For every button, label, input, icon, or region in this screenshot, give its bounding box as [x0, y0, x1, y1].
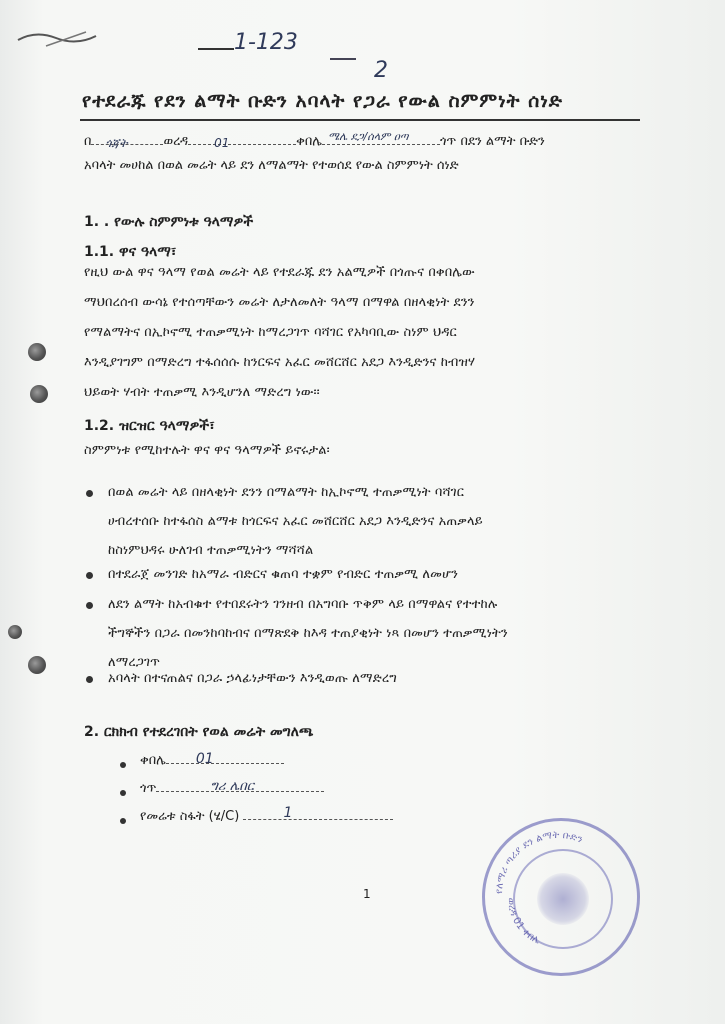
section-2-area-label: የመሬቱ ስፋት (ሄ/C) — [140, 809, 240, 824]
stamp-inner-ring — [513, 849, 613, 949]
section-1-1-paragraph — [84, 258, 664, 408]
bullet-dot — [120, 818, 126, 824]
kebele-name-blank — [322, 130, 440, 145]
woreda-label: ወረዳ — [163, 134, 189, 149]
top-dash-line — [198, 48, 234, 50]
handwritten-kebele-name-value: ሜሌ ደጋ/ሰላም ዐጣ — [327, 130, 409, 143]
punch-hole — [8, 625, 22, 639]
bullet-line: በወል መሬት ላይ በዘላቂነት ደንን በማልማት ከኢኮኖሚ ተጠቃሚነት ባሻገር — [108, 485, 464, 500]
woreda-blank — [188, 136, 296, 150]
bullet-dot — [86, 490, 93, 497]
punch-hole — [28, 343, 46, 361]
bullet-item-4 — [108, 664, 658, 693]
section-2-got-label: ጎጥ — [140, 781, 157, 796]
section-1-2-intro: ስምምነቱ የሚከተሉት ዋና ዋና ዓላማዎች ይኖሩታል፡ — [84, 443, 330, 458]
section-2-area — [140, 805, 393, 824]
bullet-line: ከስነምህዳሩ ሁለገብ ተጠቃሚነትን ማሻሻል — [108, 543, 314, 558]
paragraph-line: እንዲያገግም በማድረግ ተፋሰሰሱ ከንርፍና አፈር መሸርሸር አደጋ እንዲድንና ከብዝሃ — [84, 355, 476, 370]
punch-hole — [28, 656, 46, 674]
bullet-item-1 — [108, 478, 658, 565]
section-2-kebele — [140, 753, 284, 768]
bullet-dot — [86, 572, 93, 579]
bullet-line: አባላት በተናጠልና በጋራ ኃላፊነታቸውን እንዲወጡ ለማድረግ — [108, 671, 397, 686]
stamp-emblem-icon — [537, 873, 589, 925]
section-2-got-blank — [156, 779, 324, 794]
paragraph-line: ማህበረሰብ ውሳኔ የተሰጣቸውን መሬት ለታለመለት ዓላማ በማዋል በዘላቂነት ደንን — [84, 295, 475, 310]
bullet-line: ለደን ልማት ከአብቁተ የተበደሩትን ገንዘብ በአግባቡ ጥቅም ላይ በማዋልና የተተከሉ — [108, 597, 498, 612]
handwritten-kebele-value: ጎጃት — [105, 136, 128, 150]
stamp-ring-bottom: ወረዳ 01 ቀበሌ — [504, 897, 542, 947]
bullet-dot — [120, 762, 126, 768]
intro-line-2: አባላት መሀከል በወል መሬት ላይ ደን ለማልማት የተወሰደ የውል ስምምነት ሰነድ — [84, 158, 459, 173]
bullet-line: ችግኞችን በጋራ በመንከባከብና በማጽደቅ ከእዳ ተጠያቂነት ነጻ በመሆን ተጠቃሚነትን — [108, 626, 508, 641]
handwritten-got-value: ግሪ ሌበር — [210, 779, 254, 794]
page-number: 1 — [363, 887, 371, 901]
handwritten-sub-kebele-value: 01 — [195, 751, 214, 767]
bullet-line: በተደራጀ መንገድ ከአማራ ብድርና ቁጠባ ተቋም የብድር ተጠቃሚ ለመሆን — [108, 567, 458, 582]
section-1-1-heading: 1.1. ዋና ዓላማ፣ — [84, 244, 177, 260]
section-2-area-blank — [243, 805, 393, 821]
bullet-dot — [86, 676, 93, 683]
section-2-got — [140, 781, 324, 796]
bullet-dot — [86, 602, 93, 609]
field-line-1 — [84, 130, 654, 150]
official-stamp — [482, 818, 640, 976]
top-scribble-icon — [16, 26, 106, 52]
paragraph-line: የማልማትና በኢኮኖሚ ተጠቃሚነት ከማረጋገጥ ባሻገር የአካባቢው ስነም ህዳር — [84, 325, 457, 340]
kebele-prefix: በ — [84, 134, 92, 149]
stamp-ring-top: የለማሪ ጣሪያ ደን ልማት ቡድን — [493, 829, 585, 895]
handwritten-woreda-value: 01 — [214, 136, 230, 150]
kebele-blank — [91, 136, 163, 150]
handwritten-dash — [330, 58, 356, 60]
section-2-kebele-blank — [166, 751, 284, 767]
punch-hole — [30, 385, 48, 403]
bullet-item-2 — [108, 560, 658, 589]
section-1-2-heading: 1.2. ዝርዝር ዓላማዎች፣ — [84, 418, 215, 434]
kebele-label: ቀበሌ — [296, 134, 322, 149]
paragraph-line: የዚህ ውል ዋና ዓላማ የወል መሬት ላይ የተደራጁ ደን አልሚዎች በጎጡና በቀበሌው — [84, 265, 475, 280]
bullet-dot — [120, 790, 126, 796]
handwritten-top-number: 1-123 — [234, 30, 298, 55]
section-2-heading: 2. ርክክብ የተደረገበት የወል መሬት መግለጫ — [84, 724, 314, 740]
paragraph-line: ህይወት ሃብት ተጠቃሚ እንዲሆንለ ማድረግ ነው፡፡ — [84, 385, 320, 400]
bullet-line: ለማረጋገጥ — [108, 655, 161, 670]
bullet-line: ሀብረተሰቡ ከተፋሰስ ልማቱ ከጎርፍና አፈር መሸርሸር አደጋ እንዲድንና አጠቃላይ — [108, 514, 483, 529]
section-2-kebele-label: ቀበሌ — [140, 753, 166, 768]
document-title: የተደራጁ የደን ልማት ቡድን አባላት የጋራ የውል ስምምነት ሰነድ — [82, 90, 563, 112]
got-suffix: ጎጥ በደን ልማት ቡድን — [439, 134, 545, 149]
handwritten-area-value: 1 — [283, 805, 293, 821]
handwritten-page-mark: 2 — [374, 58, 388, 83]
section-1-heading: 1. . የውሉ ስምምነቱ ዓላማዎች — [84, 214, 254, 230]
title-underline — [80, 119, 640, 121]
